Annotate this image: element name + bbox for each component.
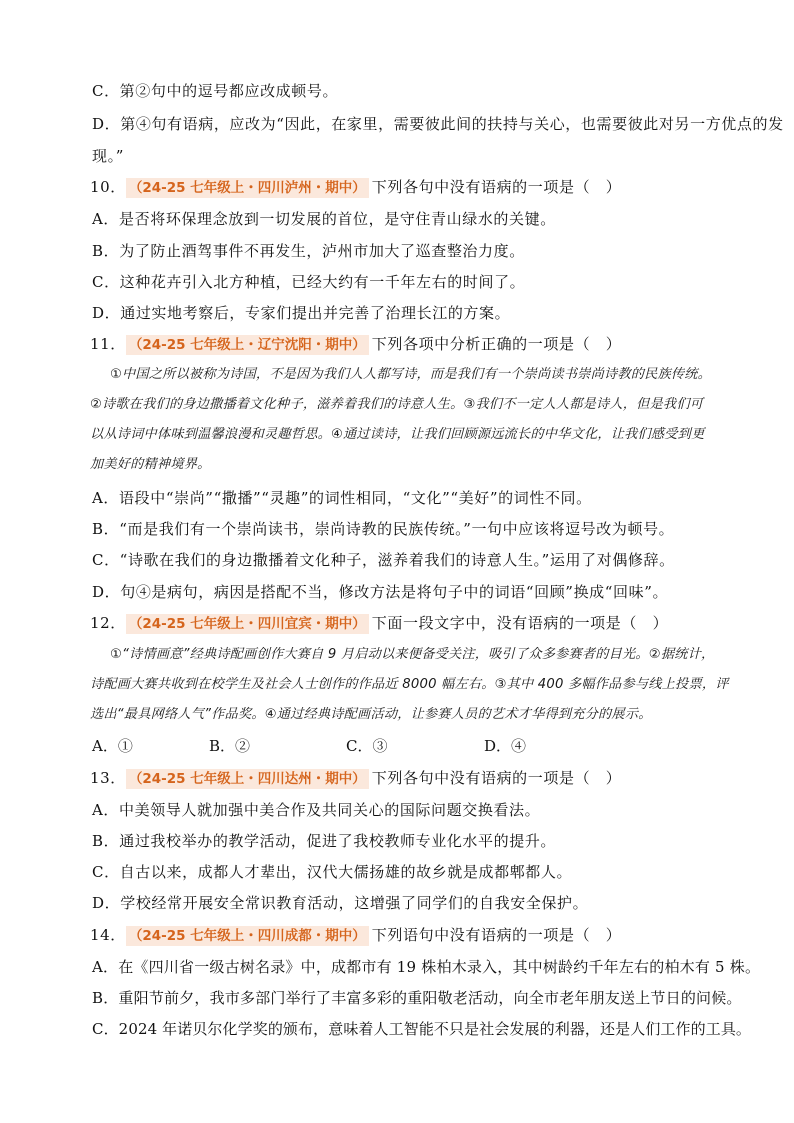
question-stem: 下列各句中没有语病的一项是（ ） [371, 178, 622, 196]
option-9-d-continued: 现。” [92, 147, 124, 165]
option-11-d: D．句④是病句，病因是搭配不当，修改方法是将句子中的词语“回顾”换成“回味”。 [92, 583, 669, 601]
passage-12-line-2: 诗配画大赛共收到在校学生及社会人士创作的作品近 8000 幅左右。③其中 400 多幅作品参与线上投票，评 [90, 677, 729, 692]
question-11 [90, 334, 621, 355]
question-number: 10． [90, 178, 126, 196]
passage-11-line-2: ②诗歌在我们的身边撒播着文化种子，滋养着我们的诗意人生。③我们不一定人人都是诗人，但是我们可 [90, 397, 704, 412]
option-10-b: B．为了防止酒驾事件不再发生，泸州市加大了巡查整治力度。 [92, 242, 525, 260]
option-11-c: C．“诗歌在我们的身边撒播着文化种子，滋养着我们的诗意人生。”运用了对偶修辞。 [92, 551, 675, 569]
option-13-b: B．通过我校举办的教学活动，促进了我校教师专业化水平的提升。 [92, 832, 557, 850]
option-10-c: C．这种花卉引入北方种植，已经大约有一千年左右的时间了。 [92, 273, 526, 291]
question-number: 12． [90, 614, 126, 632]
question-number: 11． [90, 335, 126, 353]
question-stem: 下列各句中没有语病的一项是（ ） [371, 769, 622, 787]
option-14-a: A．在《四川省一级古树名录》中，成都市有 19 株柏木录入，其中树龄约千年左右的柏木有 5 株。 [92, 958, 761, 976]
passage-11-line-3: 以从诗词中体味到温馨浪漫和灵趣哲思。④通过读诗，让我们回顾源远流长的中华文化，让我们感受到更 [90, 427, 705, 442]
option-12-c: C．③ [346, 737, 388, 755]
option-13-d: D．学校经常开展安全常识教育活动，这增强了同学们的自我安全保护。 [92, 894, 589, 912]
option-11-b: B．“而是我们有一个崇尚读书，崇尚诗教的民族传统。”一句中应该将逗号改为顿号。 [92, 520, 675, 538]
option-9-c: C．第②句中的逗号都应改成顿号。 [92, 82, 339, 100]
option-14-c: C．2024 年诺贝尔化学奖的颁布，意味着人工智能不只是社会发展的利器，还是人们工作的工具。 [92, 1020, 752, 1038]
option-13-c: C．自古以来，成都人才辈出，汉代大儒扬雄的故乡就是成都郫都人。 [92, 863, 573, 881]
question-10 [90, 177, 621, 198]
question-14 [90, 925, 621, 946]
source-tag: （24-25 七年级上・四川宜宾・期中） [126, 614, 369, 634]
question-stem: 下列语句中没有语病的一项是（ ） [371, 926, 622, 944]
option-10-d: D．通过实地考察后，专家们提出并完善了治理长江的方案。 [92, 304, 511, 322]
option-10-a: A．是否将环保理念放到一切发展的首位，是守住青山绿水的关键。 [92, 210, 556, 228]
source-tag: （24-25 七年级上・辽宁沈阳・期中） [126, 335, 369, 355]
question-13 [90, 768, 621, 789]
question-stem: 下面一段文字中，没有语病的一项是（ ） [371, 614, 669, 632]
option-12-b: B．② [209, 737, 251, 755]
option-11-a: A．语段中“崇尚”“撒播”“灵趣”的词性相同，“文化”“美好”的词性不同。 [92, 489, 592, 507]
passage-11-line-1: ①中国之所以被称为诗国，不是因为我们人人都写诗，而是我们有一个崇尚读书崇尚诗教的民族传统。 [110, 367, 712, 382]
passage-12-line-3: 选出“最具网络人气”作品奖。④通过经典诗配画活动，让参赛人员的艺术才华得到充分的展示。 [90, 707, 652, 722]
passage-12-line-1: ①“诗情画意”经典诗配画创作大赛自 9 月启动以来便备受关注，吸引了众多参赛者的目光。②据统计， [110, 647, 715, 662]
question-stem: 下列各项中分析正确的一项是（ ） [371, 335, 622, 353]
options-12 [92, 736, 712, 756]
source-tag: （24-25 七年级上・四川泸州・期中） [126, 178, 369, 198]
source-tag: （24-25 七年级上・四川成都・期中） [126, 926, 369, 946]
question-number: 14． [90, 926, 126, 944]
option-14-b: B．重阳节前夕，我市多部门举行了丰富多彩的重阳敬老活动，向全市老年朋友送上节日的问候。 [92, 989, 742, 1007]
passage-11-line-4: 加美好的精神境界。 [90, 457, 211, 472]
question-12 [90, 613, 668, 634]
option-13-a: A．中美领导人就加强中美合作及共同关心的国际问题交换看法。 [92, 801, 541, 819]
option-12-a: A．① [92, 737, 133, 755]
option-12-d: D．④ [484, 737, 527, 755]
source-tag: （24-25 七年级上・四川达州・期中） [126, 769, 369, 789]
option-9-d: D．第④句有语病，应改为“因此，在家里，需要彼此间的扶持与关心，也需要彼此对另一方优点的发 [92, 115, 784, 133]
question-number: 13． [90, 769, 126, 787]
